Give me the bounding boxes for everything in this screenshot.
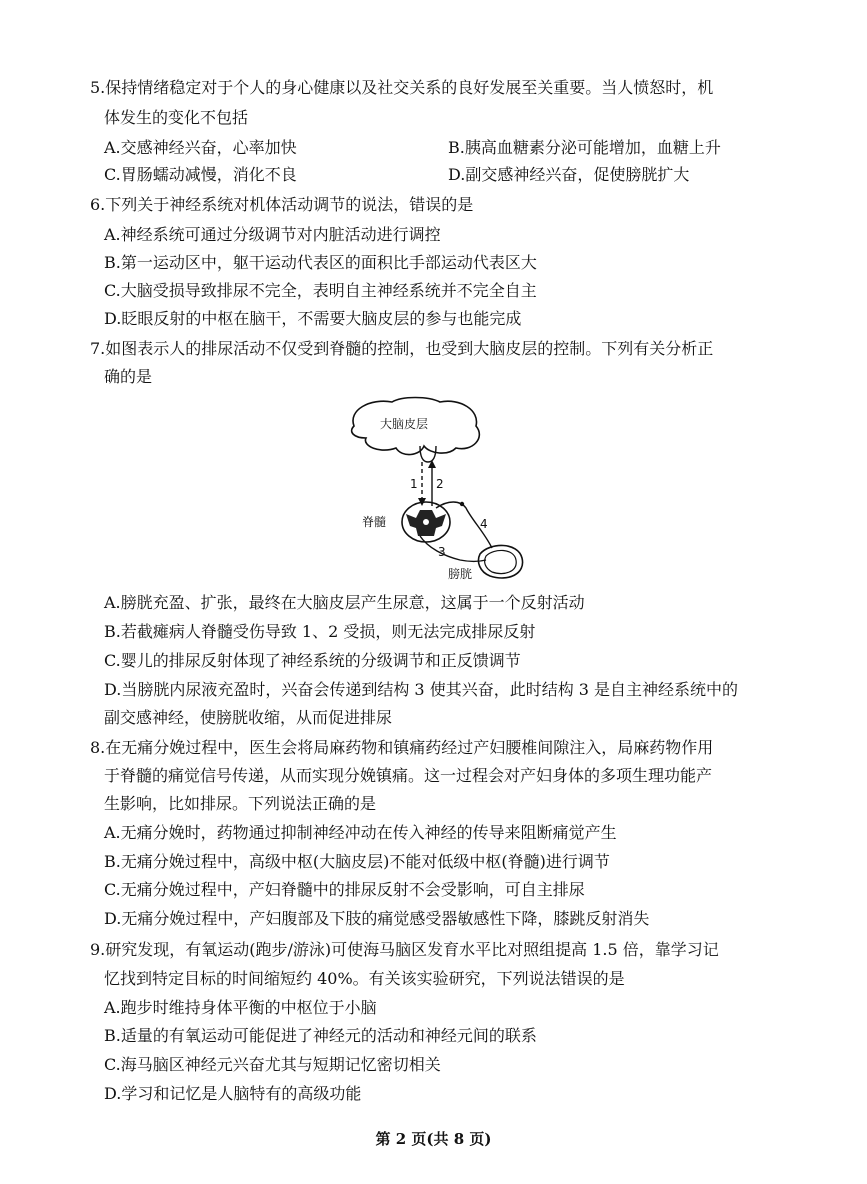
q6-option-b: B.第一运动区中，躯干运动代表区的面积比手部运动代表区大 [104,253,537,272]
q7-option-d-line2: 副交感神经，使膀胱收缩，从而促进排尿 [104,708,393,727]
q8-stem-line3: 生影响，比如排尿。下列说法正确的是 [104,794,377,813]
q5-stem-line2: 体发生的变化不包括 [104,108,249,127]
q9-option-b: B.适量的有氧运动可能促进了神经元的活动和神经元间的联系 [104,1026,537,1045]
q5-option-d: D.副交感神经兴奋，促使膀胱扩大 [448,165,690,184]
q8-option-d: D.无痛分娩过程中，产妇腹部及下肢的痛觉感受器敏感性下降，膝跳反射消失 [104,909,650,928]
label-1: 1 [410,477,418,491]
urination-reflex-diagram [340,396,540,584]
q7-option-c: C.婴儿的排尿反射体现了神经系统的分级调节和正反馈调节 [104,651,521,670]
q8-option-b: B.无痛分娩过程中，高级中枢(大脑皮层)不能对低级中枢(脊髓)进行调节 [104,852,610,871]
nerve-4-ganglion [460,502,464,506]
nerve-3-path [420,536,486,562]
q8-stem-line2: 于脊髓的痛觉信号传递，从而实现分娩镇痛。这一过程会对产妇身体的多项生理功能产 [104,766,713,785]
q5-option-c: C.胃肠蠕动减慢，消化不良 [104,165,297,184]
spinal-label: 脊髓 [362,515,387,529]
central-canal [423,519,429,525]
bladder-label: 膀胱 [448,567,473,581]
q8-stem-line1: 8.在无痛分娩过程中，医生会将局麻药物和镇痛药经过产妇腰椎间隙注入，局麻药物作用 [90,738,714,757]
q7-option-b: B.若截瘫病人脊髓受伤导致 1、2 受损，则无法完成排尿反射 [104,622,536,641]
cortex-label: 大脑皮层 [380,417,429,431]
q7-stem-line1: 7.如图表示人的排尿活动不仅受到脊髓的控制，也受到大脑皮层的控制。下列有关分析正 [90,339,714,358]
label-3: 3 [438,545,446,559]
label-2: 2 [436,477,444,491]
q7-option-a: A.膀胱充盈、扩张，最终在大脑皮层产生尿意，这属于一个反射活动 [104,593,585,612]
q9-stem-line2: 忆找到特定目标的时间缩短约 40%。有关该实验研究，下列说法错误的是 [104,969,625,988]
q7-option-d-line1: D.当膀胱内尿液充盈时，兴奋会传递到结构 3 使其兴奋，此时结构 3 是自主神经系统中的 [104,680,739,699]
bladder-inner [485,550,517,573]
q6-option-c: C.大脑受损导致排尿不完全，表明自主神经系统并不完全自主 [104,281,537,300]
label-4: 4 [480,517,488,531]
q8-option-a: A.无痛分娩时，药物通过抑制神经冲动在传入神经的传导来阻断痛觉产生 [104,823,617,842]
q7-stem-line2: 确的是 [104,367,153,386]
q9-stem-line1: 9.研究发现，有氧运动(跑步/游泳)可使海马脑区发育水平比对照组提高 1.5 倍，靠学习记 [90,940,719,959]
q9-option-d: D.学习和记忆是人脑特有的高级功能 [104,1084,362,1103]
q9-option-a: A.跑步时维持身体平衡的中枢位于小脑 [104,998,377,1017]
q5-option-b: B.胰高血糖素分泌可能增加，血糖上升 [448,138,721,157]
q6-option-d: D.眨眼反射的中枢在脑干，不需要大脑皮层的参与也能完成 [104,309,522,328]
q8-option-c: C.无痛分娩过程中，产妇脊髓中的排尿反射不会受影响，可自主排尿 [104,880,585,899]
q5-option-a: A.交感神经兴奋，心率加快 [104,138,297,157]
page-footer: 第 2 页(共 8 页) [375,1130,492,1148]
q9-option-c: C.海马脑区神经元兴奋尤其与短期记忆密切相关 [104,1055,441,1074]
q6-stem: 6.下列关于神经系统对机体活动调节的说法，错误的是 [90,195,474,214]
q5-stem-line1: 5.保持情绪稳定对于个人的身心健康以及社交关系的良好发展至关重要。当人愤怒时，机 [90,78,714,97]
q6-option-a: A.神经系统可通过分级调节对内脏活动进行调控 [104,225,441,244]
